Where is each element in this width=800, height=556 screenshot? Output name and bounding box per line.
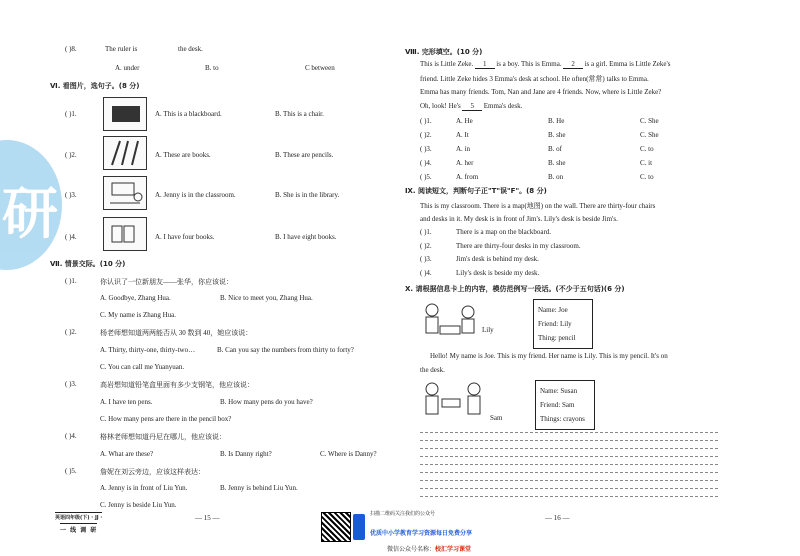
s7-q4-b: B. Is Danny right? <box>220 450 272 458</box>
writing-line[interactable] <box>420 432 718 433</box>
footer-wechat <box>387 544 471 553</box>
blackboard-picture <box>103 97 147 131</box>
s8-p3: Emma has many friends. Tom, Nan and Jane are 4 friends. Now, where is Little Zeke? <box>420 88 662 96</box>
s7-q1-a: A. Goodbye, Zhang Hua. <box>100 294 171 302</box>
s8-p2: friend. Little Zeke hides 3 Emma's desk at school. He often(常常) talks to Emma. <box>420 75 649 83</box>
watermark-circle: 研 <box>0 140 62 270</box>
s8-p1-b: is a boy. This is Emma. <box>496 60 562 68</box>
s9-q3-text: Jim's desk is behind my desk. <box>456 255 539 263</box>
s7-q1-c: C. My name is Zhang Hua. <box>100 311 177 319</box>
card1-thing: Thing: pencil <box>538 334 576 342</box>
s7-q4-a: A. What are these? <box>100 450 154 458</box>
s7-q1-b: B. Nice to meet you, Zhang Hua. <box>220 294 313 302</box>
s8-q2-b: B. she <box>548 131 566 139</box>
kids-illustration-1 <box>418 300 488 344</box>
s9-q1-text: There is a map on the blackboard. <box>456 228 552 236</box>
s8-q2-c: C. She <box>640 131 659 139</box>
s6-q2-num: ( )2. <box>65 151 77 159</box>
writing-line[interactable] <box>420 448 718 449</box>
s8-q4-num: ( )4. <box>420 159 432 167</box>
books-picture <box>103 217 147 251</box>
s8-q5-a: A. from <box>456 173 479 181</box>
card2-things: Things: crayons <box>540 415 585 423</box>
q8-text2: the desk. <box>178 45 203 53</box>
s7-q4-num: ( )4. <box>65 432 77 440</box>
footer-scan-text: 扫描二维码关注我们的公众号 <box>370 511 436 517</box>
s9-p1: This is my classroom. There is a map(地图) on the wall. There are thirty-four chairs <box>420 202 656 210</box>
s7-q2-a: A. Thirty, thirty-one, thirty-two… <box>100 346 196 354</box>
qr-code <box>321 512 351 542</box>
s7-q5-num: ( )5. <box>65 467 77 475</box>
page-number-16: — 16 — <box>545 514 570 522</box>
footer-badge-1: 英语四年级(下) · JJ · <box>55 512 102 521</box>
s7-q4-c: C. Where is Danny? <box>320 450 377 458</box>
s9-p2: and desks in it. My desk is in front of Jim's. Lily's desk is beside Jim's. <box>420 215 618 223</box>
s7-q3-a: A. I have ten pens. <box>100 398 153 406</box>
card2-friend: Friend: Sam <box>540 401 575 409</box>
section-6-title: Ⅵ. 看图片，选句子。(8 分) <box>50 82 140 90</box>
s8-blank-1: 1 <box>475 60 495 69</box>
s8-q5-c: C. to <box>640 173 654 181</box>
s6-q2-a: A. These are books. <box>155 151 211 159</box>
s8-p1-c: is a girl. Emma is Little Zeke's <box>584 60 671 68</box>
s9-q1-num: ( )1. <box>420 228 432 236</box>
s9-q4-text: Lily's desk is beside my desk. <box>456 269 540 277</box>
example-text-2: the desk. <box>420 366 445 374</box>
s8-p4 <box>420 102 522 110</box>
q8-num: ( )8. <box>65 45 77 53</box>
s8-q1-c: C. She <box>640 117 659 125</box>
example-text-1: Hello! My name is Joe. This is my friend. Her name is Lily. This is my pencil. It's on <box>430 352 668 360</box>
footer-wechat-name: 校汇学习课堂 <box>435 546 472 553</box>
s7-q3-b: B. How many pens do you have? <box>220 398 313 406</box>
s9-q2-num: ( )2. <box>420 242 432 250</box>
page-number-15: — 15 — <box>195 514 220 522</box>
section-10-title: Ⅹ. 请根据信息卡上的内容，模仿范例写一段话。(不少于五句话)(6 分) <box>405 285 625 293</box>
s6-q1-b: B. This is a chair. <box>275 110 324 118</box>
s7-q5-c: C. Jenny is beside Liu Yun. <box>100 501 177 509</box>
s6-q2-b: B. These are pencils. <box>275 151 334 159</box>
s8-p1 <box>420 60 670 68</box>
logo-icon <box>353 514 365 540</box>
s8-q1-a: A. He <box>456 117 473 125</box>
footer-wechat-label: 微信公众号名称： <box>387 546 436 553</box>
s8-q4-b: B. she <box>548 159 566 167</box>
writing-line[interactable] <box>420 456 718 457</box>
s7-q3-num: ( )3. <box>65 380 77 388</box>
writing-line[interactable] <box>420 488 718 489</box>
s6-q3-num: ( )3. <box>65 191 77 199</box>
s6-q3-a: A. Jenny is in the classroom. <box>155 191 236 199</box>
section-7-title: Ⅶ. 情景交际。(10 分) <box>50 260 126 268</box>
s8-q3-c: C. to <box>640 145 654 153</box>
footer-badge-2: 一 线 调 研 <box>60 523 97 534</box>
writing-line[interactable] <box>420 480 718 481</box>
s7-q1-num: ( )1. <box>65 277 77 285</box>
writing-line[interactable] <box>420 464 718 465</box>
classroom-picture <box>103 176 147 210</box>
s9-q4-num: ( )4. <box>420 269 432 277</box>
s8-q4-c: C. it <box>640 159 653 167</box>
s6-q4-b: B. I have eight books. <box>275 233 337 241</box>
s6-q4-num: ( )4. <box>65 233 77 241</box>
s8-q2-a: A. It <box>456 131 469 139</box>
s7-q5-question: 詹妮在刘云旁边，应该这样表达： <box>100 468 205 476</box>
s8-p4-b: Emma's desk. <box>483 102 523 110</box>
pencils-picture <box>103 136 147 170</box>
s7-q5-a: A. Jenny is in front of Liu Yun. <box>100 484 188 492</box>
sam-label: Sam <box>490 414 503 422</box>
s8-q3-b: B. of <box>548 145 562 153</box>
writing-line[interactable] <box>420 440 718 441</box>
q8-c: C between <box>305 64 335 72</box>
s8-q3-a: A. in <box>456 145 470 153</box>
s6-q4-a: A. I have four books. <box>155 233 215 241</box>
s6-q1-a: A. This is a blackboard. <box>155 110 222 118</box>
s8-q5-b: B. on <box>548 173 564 181</box>
lily-label: Lily <box>482 326 494 334</box>
q8-a: A. under <box>115 64 140 72</box>
writing-line[interactable] <box>420 496 718 497</box>
q8-b: B. to <box>205 64 219 72</box>
card2-name: Name: Susan <box>540 387 578 395</box>
s8-q2-num: ( )2. <box>420 131 432 139</box>
s8-q1-num: ( )1. <box>420 117 432 125</box>
q8-text: The ruler is <box>105 45 138 53</box>
s7-q2-num: ( )2. <box>65 328 77 336</box>
s8-p1-a: This is Little Zeke. <box>420 60 474 68</box>
s8-q1-b: B. He <box>548 117 565 125</box>
s7-q1-question: 你认识了一位新朋友——张华，你应该说： <box>100 278 233 286</box>
card1-name: Name: Joe <box>538 306 568 314</box>
s7-q3-c: C. How many pens are there in the pencil box? <box>100 415 232 423</box>
section-9-title: Ⅸ. 阅读短文，判断句子正"T"误"F"。(8 分) <box>405 187 547 195</box>
footer-promo-text: 优质中小学教育学习资源每日免费分享 <box>370 530 473 537</box>
s7-q5-b: B. Jenny is behind Liu Yun. <box>220 484 298 492</box>
s8-blank-5: 5 <box>462 102 482 111</box>
info-card-2 <box>535 380 595 430</box>
s8-blank-2: 2 <box>563 60 583 69</box>
s9-q2-text: There are thirty-four desks in my classroom. <box>456 242 581 250</box>
s7-q2-c: C. You can call me Yuanyuan. <box>100 363 185 371</box>
s8-q5-num: ( )5. <box>420 173 432 181</box>
s9-q3-num: ( )3. <box>420 255 432 263</box>
s8-q3-num: ( )3. <box>420 145 432 153</box>
s7-q4-question: 格林老师想知道丹尼在哪儿，他应该说： <box>100 433 226 441</box>
section-8-title: Ⅷ. 完形填空。(10 分) <box>405 48 483 56</box>
s7-q2-b: B. Can you say the numbers from thirty to forty? <box>217 346 354 354</box>
s8-p4-a: Oh, look! He's <box>420 102 461 110</box>
card1-friend: Friend: Lily <box>538 320 572 328</box>
writing-line[interactable] <box>420 472 718 473</box>
kids-illustration-2 <box>418 379 488 423</box>
s6-q1-num: ( )1. <box>65 110 77 118</box>
s7-q2-question: 杨老师想知道两两能否从 30 数到 40，她应该说： <box>100 329 253 337</box>
s7-q3-question: 高岩想知道铅笔盒里面有多少支钢笔，他应该说： <box>100 381 254 389</box>
s6-q3-b: B. She is in the library. <box>275 191 340 199</box>
info-card-1 <box>533 299 593 349</box>
s8-q4-a: A. her <box>456 159 474 167</box>
